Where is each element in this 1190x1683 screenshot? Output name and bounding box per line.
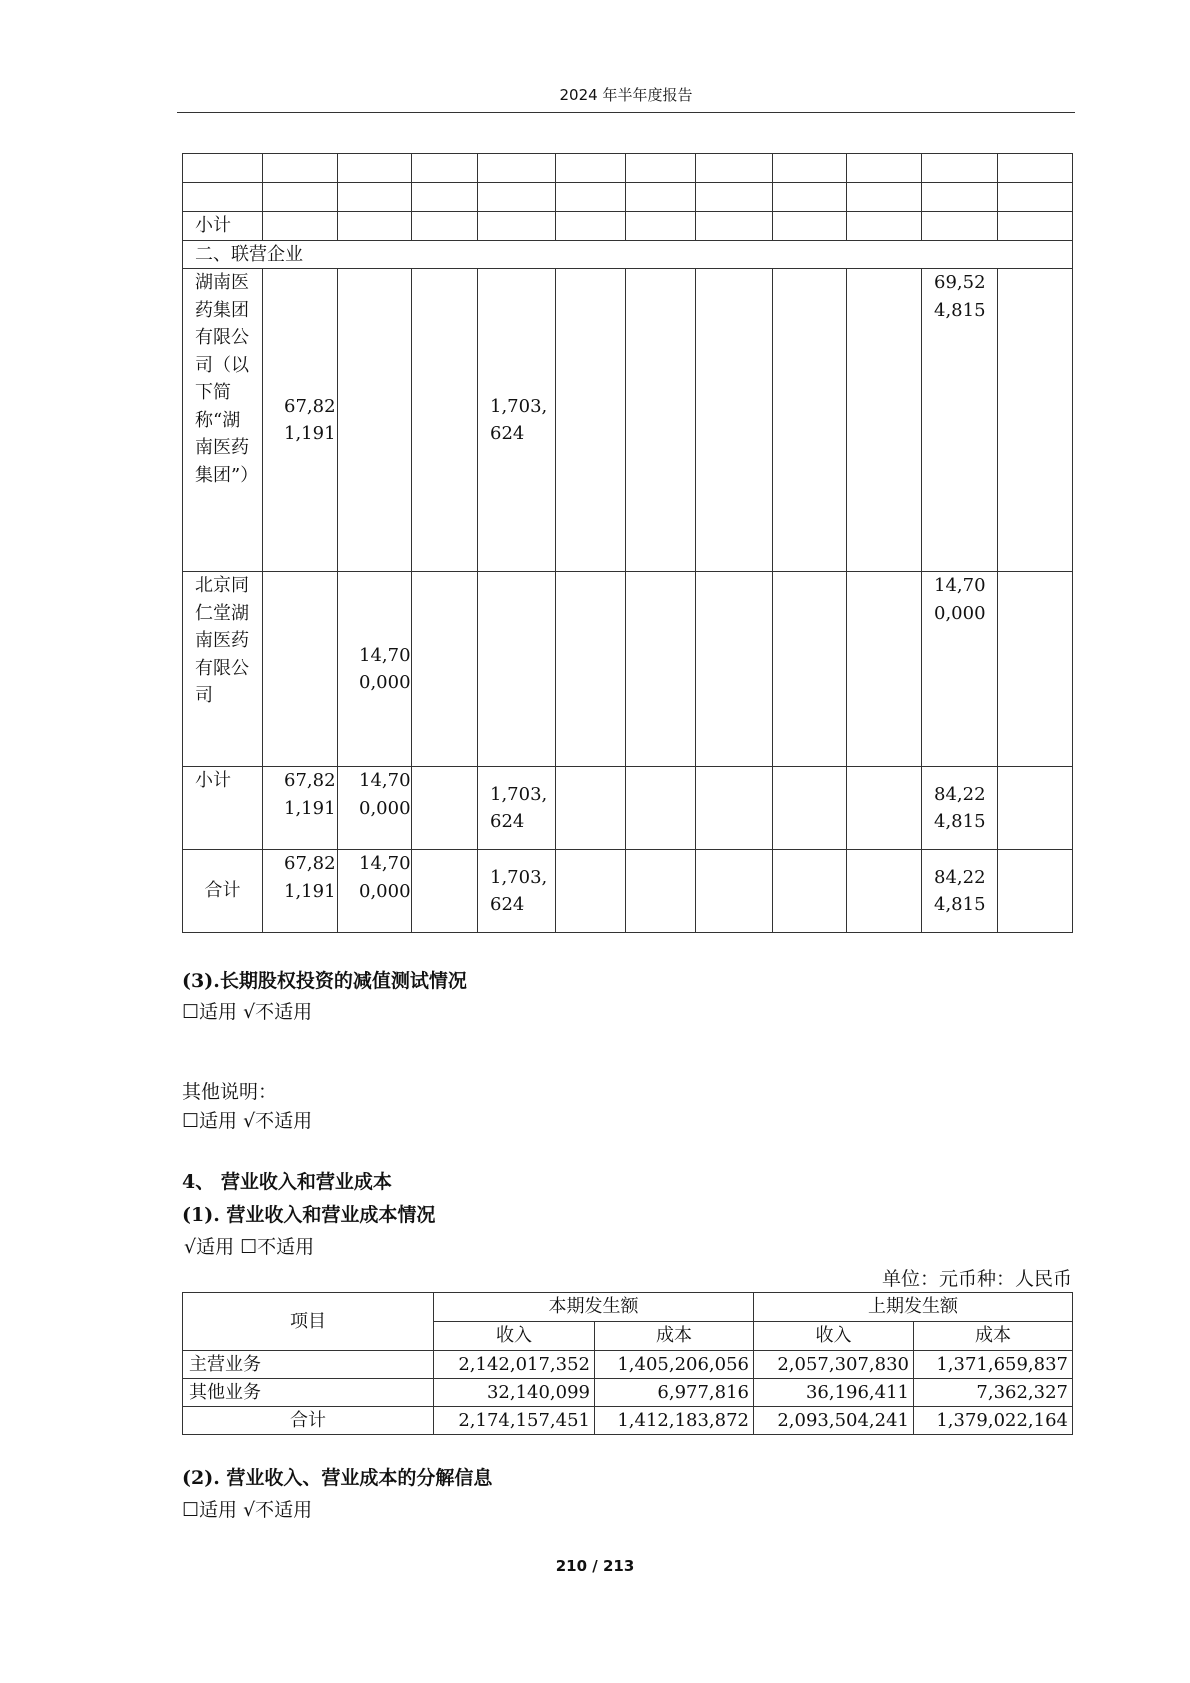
cell-value: 1,379,022,164 [914, 1407, 1073, 1435]
header-item: 项目 [183, 1293, 434, 1351]
section-3-applicability: ☐适用 √不适用 [182, 1001, 313, 1023]
header-revenue: 收入 [434, 1322, 595, 1351]
header-cost: 成本 [595, 1322, 754, 1351]
row-label: 合计 [183, 1407, 434, 1435]
table-row [183, 183, 1073, 212]
cell-value: 2,142,017,352 [434, 1351, 595, 1379]
table-row [183, 212, 1073, 241]
table-row [183, 269, 1073, 572]
cell-value: 67,821,191 [263, 767, 338, 850]
cell-value: 6,977,816 [595, 1379, 754, 1407]
row-label: 其他业务 [183, 1379, 434, 1407]
cell-value: 67,821,191 [263, 850, 338, 933]
cell-value: 1,412,183,872 [595, 1407, 754, 1435]
table-row [183, 1351, 1073, 1379]
subtotal-label: 小计 [183, 212, 263, 241]
table-row [183, 572, 1073, 767]
cell-value: 2,057,307,830 [754, 1351, 914, 1379]
cell-value: 14,700,000 [338, 767, 412, 850]
cell-value: 14,700,000 [338, 572, 412, 767]
section-associates: 二、联营企业 [183, 240, 1073, 269]
table-row [183, 1379, 1073, 1407]
section-4-1-title: (1). 营业收入和营业成本情况 [182, 1204, 436, 1226]
cell-value: 69,524,815 [922, 269, 998, 572]
section-3-title: (3).长期股权投资的减值测试情况 [182, 970, 467, 992]
row-label: 主营业务 [183, 1351, 434, 1379]
cell-value: 2,093,504,241 [754, 1407, 914, 1435]
other-notes-applicability: ☐适用 √不适用 [182, 1110, 313, 1132]
cell-value [263, 572, 338, 767]
cell-value: 36,196,411 [754, 1379, 914, 1407]
table-row [183, 1407, 1073, 1435]
revenue-cost-table [182, 1292, 1073, 1435]
header-revenue: 收入 [754, 1322, 914, 1351]
total-label: 合计 [183, 850, 263, 933]
header-current-period: 本期发生额 [434, 1293, 754, 1322]
table-row [183, 767, 1073, 850]
subtotal-label: 小计 [183, 767, 263, 850]
other-notes-label: 其他说明： [182, 1081, 278, 1103]
cell-value: 84,224,815 [922, 767, 998, 850]
cell-value: 1,703,624 [478, 850, 556, 933]
table-header-row [183, 1293, 1073, 1322]
cell-value: 1,371,659,837 [914, 1351, 1073, 1379]
section-4-2-applicability: ☐适用 √不适用 [182, 1499, 313, 1521]
page-header [177, 84, 1075, 113]
table-row [183, 850, 1073, 933]
cell-value: 2,174,157,451 [434, 1407, 595, 1435]
header-previous-period: 上期发生额 [754, 1293, 1073, 1322]
section-4-title: 4、 营业收入和营业成本 [182, 1171, 392, 1193]
cell-value: 7,362,327 [914, 1379, 1073, 1407]
section-4-1-applicability: √适用 ☐不适用 [184, 1236, 315, 1258]
equity-investment-table [182, 153, 1073, 933]
section-row [183, 240, 1073, 269]
cell-value: 14,700,000 [338, 850, 412, 933]
table-row [183, 154, 1073, 183]
cell-value: 1,405,206,056 [595, 1351, 754, 1379]
page-number: 210 / 213 [555, 1557, 635, 1575]
cell-value: 32,140,099 [434, 1379, 595, 1407]
cell-value [478, 572, 556, 767]
cell-value: 84,224,815 [922, 850, 998, 933]
cell-value: 1,703,624 [478, 269, 556, 572]
cell-value: 1,703,624 [478, 767, 556, 850]
cell-value: 67,821,191 [263, 269, 338, 572]
section-4-2-title: (2). 营业收入、营业成本的分解信息 [182, 1467, 493, 1489]
company-name: 北京同仁堂湖南医药有限公司 [183, 572, 263, 767]
cell-value [338, 269, 412, 572]
report-title: 2024 年半年度报告 [559, 86, 693, 104]
unit-label: 单位：元币种：人民币 [881, 1268, 1072, 1290]
cell-value: 14,700,000 [922, 572, 998, 767]
header-cost: 成本 [914, 1322, 1073, 1351]
company-name: 湖南医药集团有限公司（以下简称“湖南医药集团”） [183, 269, 263, 572]
